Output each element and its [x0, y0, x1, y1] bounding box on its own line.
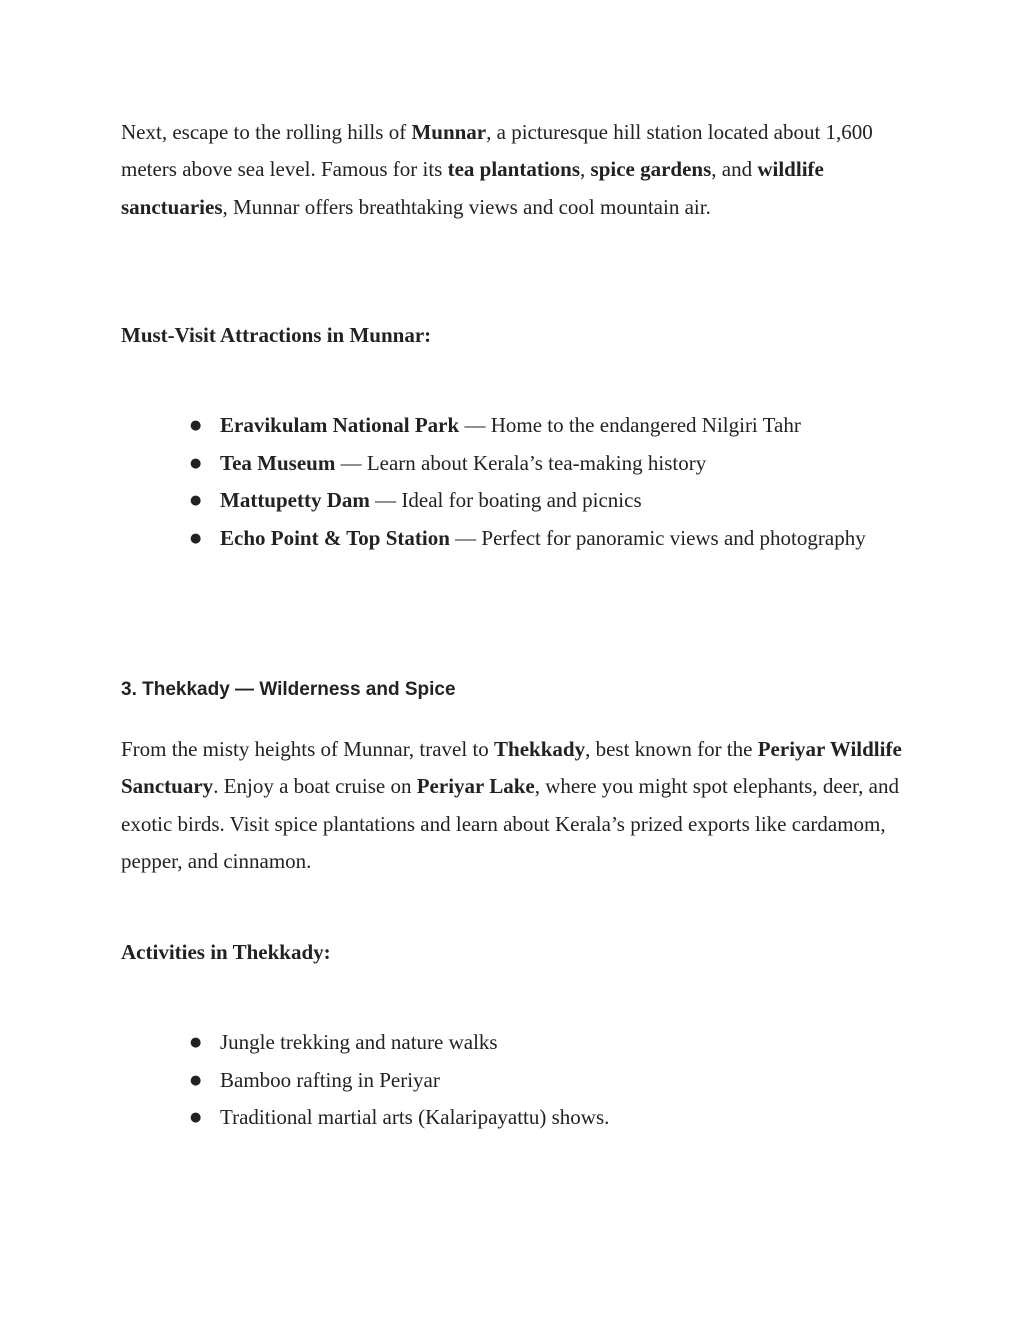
- thekkady-section-heading: 3. Thekkady — Wilderness and Spice: [121, 679, 456, 700]
- thekkady-intro-text-1: From the misty heights of Munnar, travel to: [121, 737, 495, 761]
- thekkady-intro-text-4: , where you might spot elephants, deer, and exotic birds. Visit spice plantations and learn about Kerala’s prized exports like cardamom, pepper, and cinnamon.: [121, 774, 899, 873]
- munnar-attractions-heading: Must-Visit Attractions in Munnar:: [121, 323, 432, 347]
- attraction-desc: — Perfect for panoramic views and photography: [449, 525, 866, 550]
- thekkady-intro-text-3: . Enjoy a boat cruise on: [213, 774, 417, 799]
- list-item: [0, 482, 910, 520]
- attraction-name: Mattupetty Dam: [220, 488, 370, 512]
- attraction-name: Echo Point & Top Station: [220, 525, 450, 550]
- munnar-intro-text-4: , and: [711, 157, 758, 182]
- list-item: [0, 520, 910, 558]
- munnar-intro-paragraph: [121, 114, 921, 226]
- munnar-attractions-list: [0, 407, 1024, 557]
- periyar-lake-bold: Periyar Lake: [416, 774, 535, 799]
- attraction-name: Tea Museum: [220, 450, 336, 475]
- bullet-icon: ●: [190, 530, 202, 546]
- thekkady-intro-paragraph: [121, 731, 921, 880]
- thekkady-activities-list: [0, 1024, 1024, 1137]
- activity-text: Bamboo rafting in Periyar: [220, 1067, 440, 1092]
- list-item: [0, 1099, 910, 1137]
- bullet-icon: ●: [190, 1035, 202, 1050]
- munnar-intro-text-1: Next, escape to the rolling hills of: [121, 120, 412, 144]
- activity-text: Jungle trekking and nature walks: [220, 1030, 498, 1054]
- list-item: [0, 445, 910, 483]
- attraction-name: Eravikulam National Park: [220, 413, 460, 437]
- bullet-icon: ●: [190, 1072, 202, 1088]
- bullet-icon: ●: [190, 418, 202, 433]
- periyar-sanctuary-bold: Periyar Wildlife Sanctuary: [121, 737, 902, 799]
- tea-plantations-bold: tea plantations: [447, 157, 581, 182]
- attraction-desc: — Learn about Kerala’s tea-making history: [335, 450, 707, 475]
- munnar-intro-text-5: , Munnar offers breathtaking views and cool mountain air.: [222, 194, 711, 219]
- attraction-desc: — Home to the endangered Nilgiri Tahr: [459, 413, 801, 437]
- bullet-icon: ●: [190, 455, 202, 471]
- activity-text: Traditional martial arts (Kalaripayattu) shows.: [220, 1105, 610, 1129]
- list-item: [0, 1062, 910, 1100]
- bullet-icon: ●: [190, 1110, 202, 1125]
- thekkady-activities-heading: Activities in Thekkady:: [121, 940, 331, 964]
- munnar-intro-text-2: , a picturesque hill station located about 1,600 meters above sea level. Famous for its: [121, 120, 873, 182]
- spice-gardens-bold: spice gardens: [590, 157, 712, 182]
- bullet-icon: ●: [190, 493, 202, 508]
- attraction-desc: — Ideal for boating and picnics: [369, 488, 642, 512]
- list-item: [0, 407, 910, 445]
- munnar-bold: Munnar: [411, 120, 487, 144]
- thekkady-bold: Thekkady: [494, 737, 586, 761]
- thekkady-intro-text-2: , best known for the: [585, 737, 758, 761]
- wildlife-sanctuaries-bold: wildlife sanctuaries: [121, 157, 824, 219]
- munnar-intro-text-3: ,: [580, 157, 591, 182]
- list-item: [0, 1024, 910, 1062]
